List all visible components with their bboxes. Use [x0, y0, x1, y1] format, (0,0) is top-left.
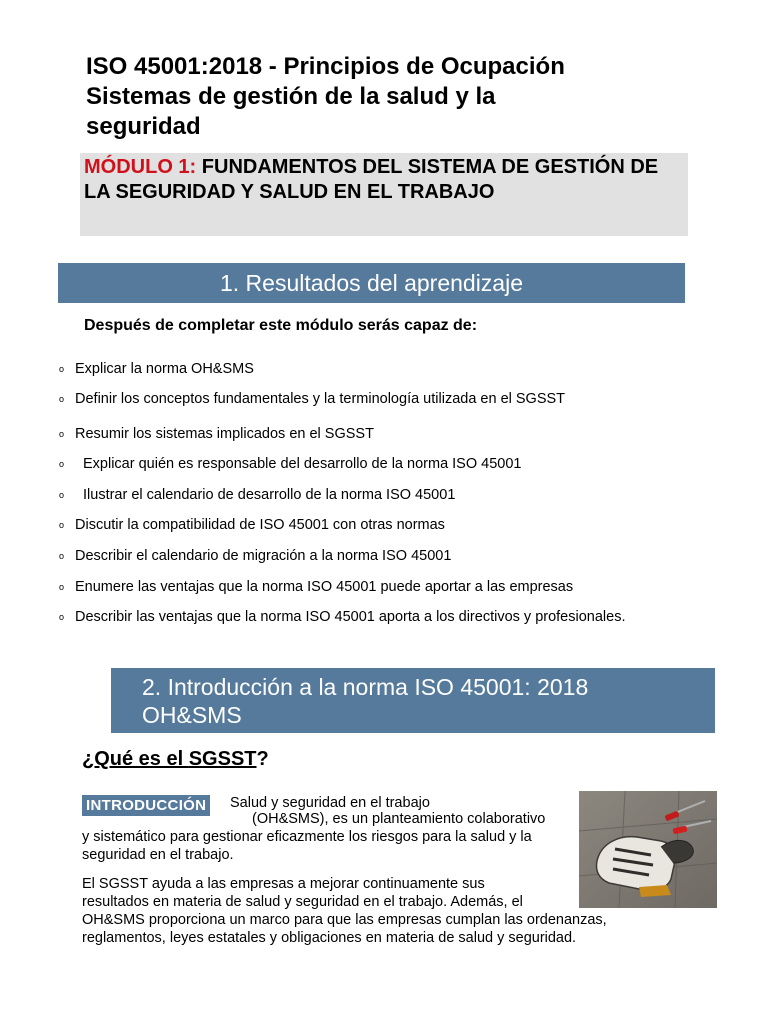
- objective-text: Resumir los sistemas implicados en el SGSST: [75, 426, 374, 442]
- objective-text: Describir las ventajas que la norma ISO 45001 aporta a los directivos y profesionales.: [75, 609, 626, 625]
- question-heading: [82, 746, 269, 772]
- document-title: [86, 52, 706, 142]
- objective-text: Definir los conceptos fundamentales y la terminología utilizada en el SGSST: [75, 391, 566, 407]
- paragraph-line: Salud y seguridad en el trabajo: [230, 795, 430, 811]
- work-gloves-photo: [579, 791, 717, 908]
- paragraph-line: resultados en materia de salud y seguridad en el trabajo. Además, el: [82, 894, 523, 910]
- module-heading: [84, 155, 684, 205]
- title-line: seguridad: [86, 113, 201, 140]
- module-name: FUNDAMENTOS DEL SISTEMA DE GESTIÓN DE LA SEGURIDAD Y SALUD EN EL TRABAJO: [84, 156, 659, 203]
- section-1-heading: 1. Resultados del aprendizaje: [219, 270, 524, 296]
- intro-tag: INTRODUCCIÓN: [82, 795, 210, 816]
- objective-item: [59, 486, 455, 504]
- question-term: SGSST: [188, 748, 257, 770]
- paragraph-line: y sistemático para gestionar eficazmente los riesgos para la salud y la: [82, 829, 532, 845]
- objectives-intro: Después de completar este módulo serás capaz de:: [84, 317, 478, 334]
- paragraph-line: El SGSST ayuda a las empresas a mejorar continuamente sus: [82, 876, 485, 892]
- bullet-icon: o: [59, 394, 65, 404]
- objective-item: [59, 608, 625, 626]
- section-2-heading: [142, 673, 702, 729]
- bullet-icon: o: [59, 551, 65, 561]
- paragraph-line: reglamentos, leyes estatales y obligaciones en materia de salud y seguridad.: [82, 930, 577, 946]
- objective-text: Describir el calendario de migración a la norma ISO 45001: [75, 548, 452, 564]
- module-number: MÓDULO 1:: [84, 156, 197, 178]
- objective-text: Enumere las ventajas que la norma ISO 45001 puede aportar a las empresas: [75, 579, 574, 595]
- paragraph-line: OH&SMS proporciona un marco para que las empresas cumplan las ordenanzas,: [82, 912, 607, 928]
- objective-text: Discutir la compatibilidad de ISO 45001 con otras normas: [75, 517, 445, 533]
- bullet-icon: o: [59, 459, 65, 469]
- bullet-icon: o: [59, 429, 65, 439]
- question-prefix: ¿Qué es el: [82, 748, 189, 770]
- paragraph-line: seguridad en el trabajo.: [82, 847, 234, 863]
- objective-item: [59, 360, 254, 378]
- objective-text: Explicar quién es responsable del desarrollo de la norma ISO 45001: [83, 456, 522, 472]
- question-suffix: ?: [256, 748, 269, 770]
- objective-item: [59, 516, 445, 534]
- objective-text: Explicar la norma OH&SMS: [75, 361, 254, 377]
- bullet-icon: o: [59, 364, 65, 374]
- module-header-box: [80, 153, 688, 236]
- objective-item: [59, 547, 451, 565]
- objective-item: [59, 578, 573, 596]
- bullet-icon: o: [59, 582, 65, 592]
- objective-text: Ilustrar el calendario de desarrollo de la norma ISO 45001: [83, 487, 456, 503]
- title-line: ISO 45001:2018 - Principios de Ocupación: [86, 53, 565, 80]
- objective-item: [59, 455, 521, 473]
- section-1-heading-band: [58, 263, 685, 303]
- paragraph-line: (OH&SMS), es un planteamiento colaborativo: [252, 811, 546, 827]
- title-line: Sistemas de gestión de la salud y la: [86, 83, 496, 110]
- section-2-heading-line: OH&SMS: [142, 702, 242, 728]
- objective-item: [59, 390, 565, 408]
- bullet-icon: o: [59, 520, 65, 530]
- bullet-icon: o: [59, 490, 65, 500]
- objective-item: [59, 425, 374, 443]
- section-2-heading-band: [111, 668, 715, 733]
- bullet-icon: o: [59, 612, 65, 622]
- section-2-heading-line: 2. Introducción a la norma ISO 45001: 2018: [142, 674, 589, 700]
